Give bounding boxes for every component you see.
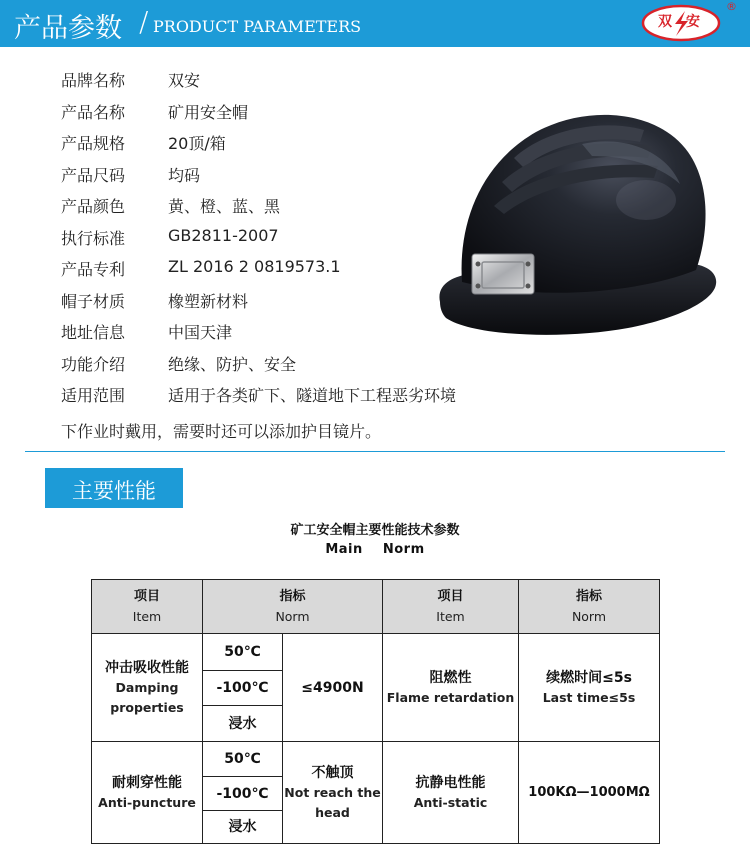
table-cell-condition bbox=[202, 741, 283, 777]
param-label: 产品规格 bbox=[61, 134, 126, 153]
section-divider bbox=[25, 451, 725, 452]
header-text-en: Item bbox=[436, 608, 465, 624]
brand-logo bbox=[641, 3, 721, 43]
section-title: 主要性能 bbox=[72, 479, 156, 503]
table-header-item bbox=[382, 579, 519, 634]
cell-text: ≤4900N bbox=[301, 679, 364, 696]
cell-text-en: Not reach the bbox=[284, 784, 381, 800]
table-cell-norm bbox=[518, 633, 660, 742]
table-cell-item bbox=[91, 741, 203, 844]
header-title-en: PRODUCT PARAMETERS bbox=[153, 17, 362, 36]
header-text-zh: 指标 bbox=[575, 588, 602, 604]
cell-text: 50℃ bbox=[224, 644, 261, 660]
param-value: 矿用安全帽 bbox=[168, 102, 249, 122]
table-cell-condition bbox=[202, 670, 283, 706]
cell-text-zh: 冲击吸收性能 bbox=[105, 659, 189, 676]
header-text-zh: 项目 bbox=[133, 588, 160, 604]
table-cell-norm bbox=[282, 741, 383, 844]
table-cell-condition bbox=[202, 810, 283, 844]
cell-text-en: Anti-static bbox=[413, 794, 488, 810]
cell-text: 100KΩ—1000MΩ bbox=[528, 784, 650, 800]
param-value: 适用于各类矿下、隧道地下工程恶劣环境 bbox=[168, 386, 457, 405]
table-cell-item bbox=[382, 741, 519, 844]
param-value: 双安 bbox=[168, 71, 201, 90]
param-value: GB2811-2007 bbox=[168, 225, 279, 245]
cell-text: 浸水 bbox=[228, 819, 257, 835]
table-cell-condition bbox=[202, 633, 283, 671]
param-label: 产品专利 bbox=[61, 260, 126, 279]
header-text-en: Norm bbox=[571, 608, 607, 624]
registered-mark: ® bbox=[726, 0, 737, 13]
param-label: 产品颜色 bbox=[61, 197, 126, 216]
param-value: 均码 bbox=[168, 165, 201, 185]
mining-helmet-icon bbox=[432, 104, 722, 342]
table-cell-norm bbox=[282, 633, 383, 742]
table-cell-condition bbox=[202, 776, 283, 811]
param-label: 帽子材质 bbox=[61, 291, 126, 311]
cell-text-zh: 阻燃性 bbox=[429, 669, 472, 686]
cell-text: 50℃ bbox=[224, 751, 261, 767]
param-value: ZL 2016 2 0819573.1 bbox=[168, 257, 341, 276]
param-continuation: 下作业时戴用，需要时还可以添加护目镜片。 bbox=[61, 422, 382, 441]
header-separator: / bbox=[139, 5, 149, 38]
cell-text-zh: 耐刺穿性能 bbox=[112, 774, 182, 791]
param-label: 适用范围 bbox=[61, 386, 126, 405]
param-value: 绝缘、防护、安全 bbox=[168, 354, 297, 374]
cell-text-zh: 续燃时间≤5s bbox=[546, 669, 632, 686]
cell-text-en: Last time≤5s bbox=[542, 689, 636, 705]
brand-logo-text: 双安 bbox=[658, 14, 714, 30]
param-value: 20顶/箱 bbox=[168, 134, 226, 153]
section-title-box bbox=[45, 468, 183, 508]
header-title-zh: 产品参数 bbox=[14, 13, 122, 44]
header-text-zh: 项目 bbox=[437, 588, 464, 604]
header-text-en: Norm bbox=[275, 608, 310, 624]
cell-text-en: Damping bbox=[115, 679, 179, 695]
table-cell-norm bbox=[518, 741, 660, 844]
cell-text: -100℃ bbox=[216, 680, 269, 696]
table-cell-item bbox=[382, 633, 519, 742]
table-title: 矿工安全帽主要性能技术参数 bbox=[290, 523, 460, 538]
cell-text-zh: 抗静电性能 bbox=[415, 774, 486, 791]
param-label: 功能介绍 bbox=[61, 354, 126, 374]
cell-text-en: properties bbox=[110, 699, 184, 715]
cell-text: -100℃ bbox=[216, 785, 269, 802]
table-header-item bbox=[91, 579, 203, 634]
header-text-zh: 指标 bbox=[279, 588, 306, 604]
table-header-norm bbox=[202, 579, 383, 634]
cell-text-en: Flame retardation bbox=[386, 689, 515, 705]
param-value: 中国天津 bbox=[168, 323, 233, 342]
cell-text-en: head bbox=[315, 804, 350, 820]
param-label: 地址信息 bbox=[61, 323, 126, 342]
param-label: 产品尺码 bbox=[61, 165, 126, 185]
cell-text: 浸水 bbox=[228, 715, 257, 732]
param-value: 黄、橙、蓝、黑 bbox=[168, 197, 281, 216]
cell-text-zh: 不触顶 bbox=[311, 764, 354, 781]
param-label: 品牌名称 bbox=[61, 71, 126, 90]
table-header-norm bbox=[518, 579, 660, 634]
table-cell-condition bbox=[202, 705, 283, 742]
param-label: 执行标准 bbox=[61, 228, 126, 248]
header-text-en: Item bbox=[132, 608, 162, 624]
param-label: 产品名称 bbox=[61, 102, 126, 122]
header-bar bbox=[0, 0, 750, 47]
param-value: 橡塑新材料 bbox=[168, 291, 249, 311]
table-subtitle: Main Norm bbox=[325, 542, 425, 557]
table-cell-item bbox=[91, 633, 203, 742]
cell-text-en: Anti-puncture bbox=[98, 794, 196, 810]
